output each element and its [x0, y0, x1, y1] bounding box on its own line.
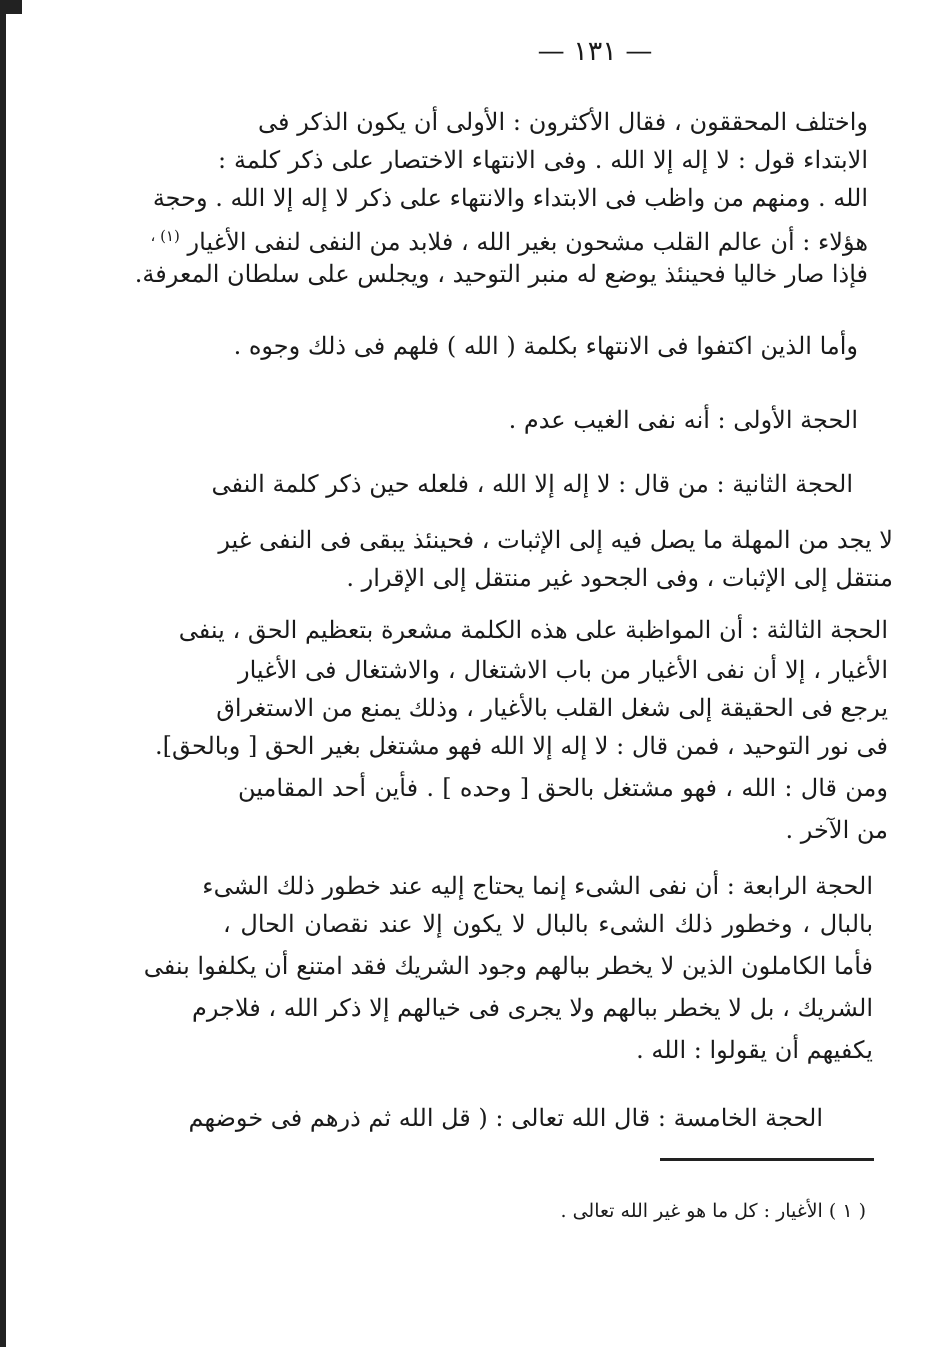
text-line: من الآخر .: [785, 816, 888, 844]
footnote: ( ١ ) الأغيار : كل ما هو غير الله تعالى .: [560, 1200, 866, 1222]
scan-edge-corner: [0, 0, 22, 14]
text-line: الحجة الأولى : أنه نفى الغيب عدم .: [508, 406, 858, 434]
footnote-divider: [660, 1158, 874, 1161]
text-line: فإذا صار خاليا فحينئذ يوضع له منبر التوحيد ، ويجلس على سلطان المعرفة.: [134, 260, 868, 288]
text-line: فى نور التوحيد ، فمن قال : لا إله إلا الله فهو مشتغل بغير الحق [ وبالحق].: [154, 732, 888, 760]
page-number: — ١٣١ —: [537, 36, 653, 67]
text-line: الحجة الرابعة : أن نفى الشىء إنما يحتاج إليه عند خطور ذلك الشىء: [202, 872, 873, 900]
text-line: وأما الذين اكتفوا فى الانتهاء بكلمة ( الله ) فلهم فى ذلك وجوه .: [233, 332, 858, 360]
text-line: الحجة الثانية : من قال : لا إله إلا الله ، فلعله حين ذكر كلمة النفى: [211, 470, 853, 498]
text-line: منتقل إلى الإثبات ، وفى الجحود غير منتقل إلى الإقرار .: [346, 564, 893, 592]
footnote-marker: (١) ،: [150, 227, 180, 245]
text-line: الحجة الثالثة : أن المواظبة على هذه الكلمة مشعرة بتعظيم الحق ، ينفى: [178, 616, 888, 644]
text-line: الله . ومنهم من واظب فى الابتداء والانتهاء على ذكر لا إله إلا الله . وحجة: [152, 184, 868, 212]
text-line: لا يجد من المهلة ما يصل فيه إلى الإثبات ، فحينئذ يبقى فى النفى غير: [218, 526, 893, 554]
text-line: واختلف المحققون ، فقال الأكثرون : الأولى أن يكون الذكر فى: [258, 108, 868, 136]
text-line: ومن قال : الله ، فهو مشتغل بالحق [ وحده ] . فأين أحد المقامين: [238, 774, 888, 802]
text-line: الابتداء قول : لا إله إلا الله . وفى الانتهاء الاختصار على ذكر كلمة :: [218, 146, 868, 174]
text-line: [150, 218, 868, 260]
text-line: بالبال ، وخطور ذلك الشىء بالبال لا يكون إلا عند نقصان الحال ،: [223, 910, 873, 938]
text-line: الحجة الخامسة : قال الله تعالى : ( قل الله ثم ذرهم فى خوضهم: [188, 1104, 823, 1132]
text-line: فأما الكاملون الذين لا يخطر ببالهم وجود الشريك فقد امتنع أن يكلفوا بنفى: [143, 952, 873, 980]
text-line: يكفيهم أن يقولوا : الله .: [636, 1036, 873, 1064]
text-line: يرجع فى الحقيقة إلى شغل القلب بالأغيار ، وذلك يمنع من الاستغراق: [216, 694, 888, 722]
text-line: الأغيار ، إلا أن نفى الأغيار من باب الاشتغال ، والاشتغال فى الأغيار: [238, 656, 888, 684]
scan-edge: [0, 0, 6, 1347]
text-line: الشريك ، بل لا يخطر ببالهم ولا يجرى فى خيالهم إلا ذكر الله ، فلاجرم: [192, 994, 873, 1022]
text-line-content: هؤلاء : أن عالم القلب مشحون بغير الله ، فلابد من النفى لنفى الأغيار: [187, 228, 868, 256]
